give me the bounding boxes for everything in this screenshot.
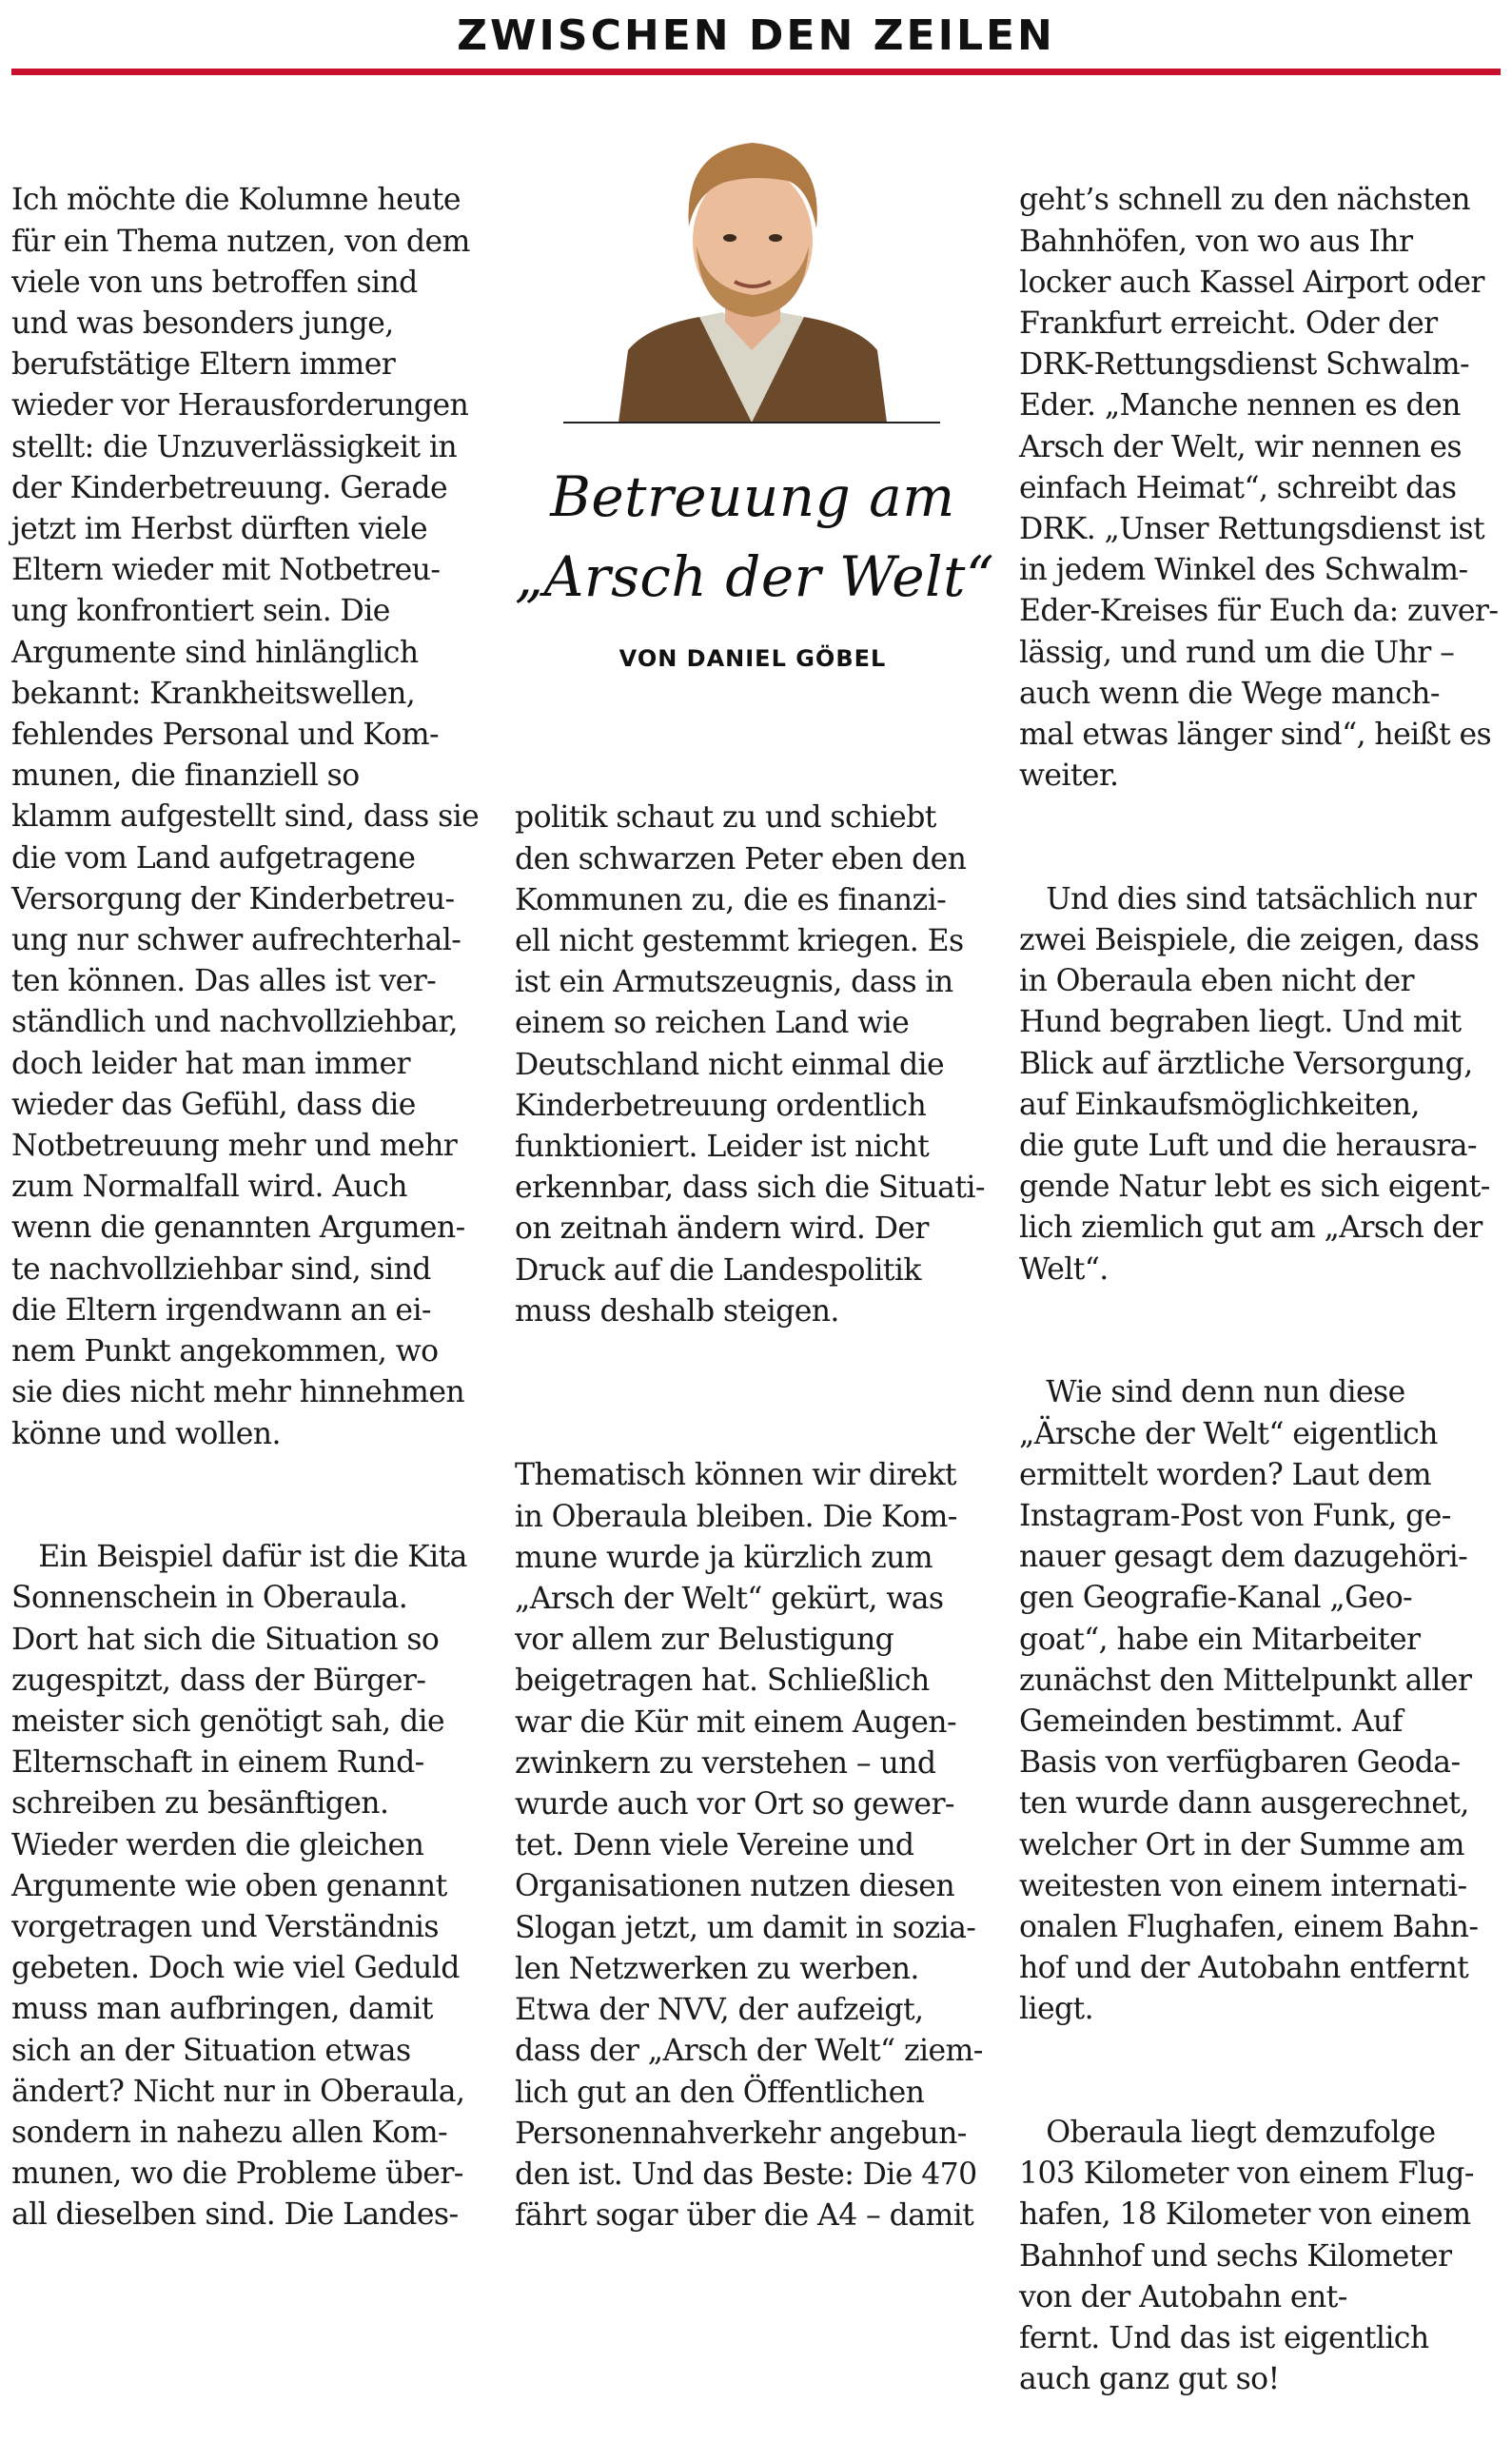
paragraph: geht’s schnell zu den nächsten Bahnhöfen, von wo aus Ihr locker auch Kassel Airport oder Frankfurt erreicht. Oder der DRK-Rettungsdienst Schwalm- Eder. „Manche nennen es den Arsch der Welt, wir nennen es einfach Heimat“, schreibt das DRK. „Unser Rettungsdienst ist in jedem Winkel des Schwalm- Eder-Kreises für Euch da: zuver- lässig, und rund um die Uhr – auch wenn die Wege manch- mal etwas länger sind“, heißt es weiter. xyxy=(1019,183,1499,794)
paragraph: Thematisch können wir direkt in Oberaula bleiben. Die Kom- mune wurde ja kürzlich zum „Arsch der Welt“ gekürt, was vor allem zur Belustigung beigetragen hat. Schließlich war die Kür mit einem Augen- zwinkern zu verstehen – und wurde auch vor Ort so gewer- tet. Denn viele Vereine und Organisationen nutzen diesen Slogan jetzt, um damit in sozia- len Netzwerken zu werben. Etwa der NVV, der aufzeigt, dass der „Arsch der Welt“ ziem- lich gut an den Öffentlichen Personennahverkehr angebun- den ist. Und das Beste: Die 470 fährt sogar über die A4 – damit xyxy=(515,1458,983,2234)
photo-divider xyxy=(563,422,940,423)
author-photo xyxy=(609,122,896,423)
article-headline: Betreuung am „Arsch der Welt“ xyxy=(515,464,995,609)
section-header xyxy=(0,0,1512,67)
author-portrait-illustration xyxy=(609,122,896,423)
article-column-1 xyxy=(11,98,487,2277)
paragraph: Und dies sind tatsächlich nur zwei Beispiele, die zeigen, dass in Oberaula eben nicht der Hund begraben liegt. Und mit Blick auf ärztliche Versorgung, auf Einkaufsmöglichkeiten, die gute Luft und die herausra- gende Natur lebt es sich eigent- lich ziemlich gut am „Arsch der Welt“. xyxy=(1019,881,1490,1287)
article-byline: VON DANIEL GÖBEL xyxy=(619,645,887,672)
section-title: ZWISCHEN DEN ZEILEN xyxy=(457,11,1055,60)
paragraph: Oberaula liegt demzufolge 103 Kilometer von einem Flug- hafen, 18 Kilometer von einem Bahnhof und sechs Kilometer von der Autobahn ent- fernt. Und das ist eigentlich auch ganz gut so! xyxy=(1019,2115,1474,2397)
article-column-2 xyxy=(515,716,991,2278)
paragraph: Wie sind denn nun diese „Ärsche der Welt“ eigentlich ermittelt worden? Laut dem Instagram-Post von Funk, ge- nauer gesagt dem dazugehöri- gen Geografie-Kanal „Geo- goat“, habe ein Mitarbeiter zunächst den Mittelpunkt aller Gemeinden bestimmt. Auf Basis von verfügbaren Geoda- ten wurde dann ausgerechnet, welcher Ort in der Summe am weitesten von einem internati- onalen Flughafen, einem Bahn- hof und der Autobahn entfernt liegt. xyxy=(1019,1375,1479,2027)
paragraph: Ein Beispiel dafür ist die Kita Sonnenschein in Oberaula. Dort hat sich die Situation so zugespitzt, dass der Bürger- meister sich genötigt sah, die Elternschaft in einem Rund- schreiben zu besänftigen. Wieder werden die gleichen Argumente wie oben genannt vorgetragen und Verständnis gebeten. Doch wie viel Geduld muss man aufbringen, damit sich an der Situation etwas ändert? Nicht nur in Oberaula, sondern in nahezu allen Kom- munen, wo die Probleme über- all dieselben sind. Die Landes- xyxy=(11,1540,467,2233)
article-column-3 xyxy=(1019,98,1504,2442)
paragraph: politik schaut zu und schiebt den schwarzen Peter eben den Kommunen zu, die es finanzi- ell nicht gestemmt kriegen. Es ist ein Armutszeugnis, dass in einem so reichen Land wie Deutschland nicht einmal die Kinderbetreuung ordentlich funktioniert. Leider ist nicht erkennbar, dass sich die Situati- on zeitnah ändern wird. Der Druck auf die Landespolitik muss deshalb steigen. xyxy=(515,800,985,1329)
header-divider xyxy=(11,69,1501,75)
paragraph: Ich möchte die Kolumne heute für ein Thema nutzen, von dem viele von uns betroffen sind und was besonders junge, berufstätige Eltern immer wieder vor Herausforderungen stellt: die Unzuverlässigkeit in der Kinderbetreuung. Gerade jetzt im Herbst dürften viele Eltern wieder mit Notbetreu- ung konfrontiert sein. Die Argumente sind hinlänglich bekannt: Krankheitswellen, fehlendes Personal und Kom- munen, die finanziell so klamm aufgestellt sind, dass sie die vom Land aufgetragene Versorgung der Kinderbetreu- ung nur schwer aufrechterhal- ten können. Das alles ist ver- ständlich und nachvollziehbar, doch leider hat man immer wieder das Gefühl, dass die Notbetreuung mehr und mehr zum Normalfall wird. Auch wenn die genannten Argumen- te nachvollziehbar sind, sind die Eltern irgendwann an ei- nem Punkt angekommen, wo sie dies nicht mehr hinnehmen könne und wollen. xyxy=(11,183,480,1451)
